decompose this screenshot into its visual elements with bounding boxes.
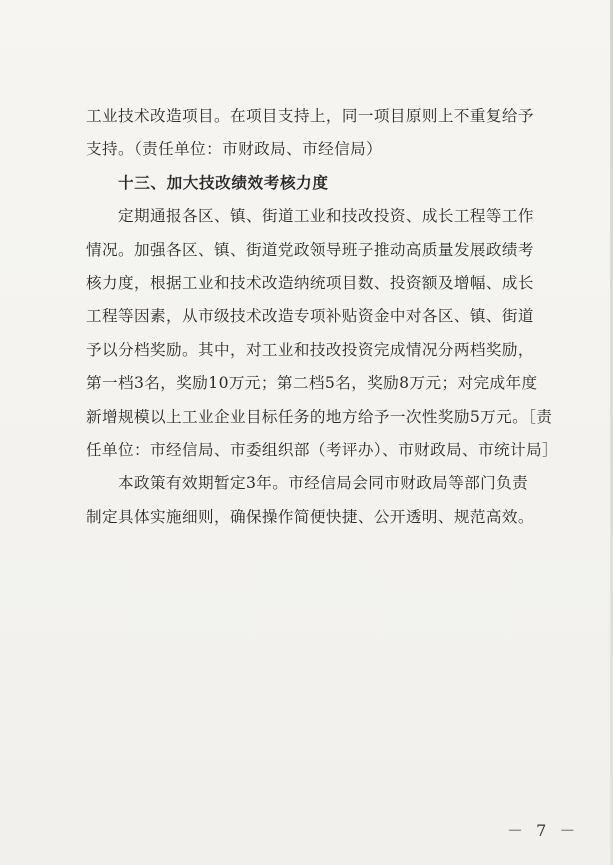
body-text xyxy=(86,100,559,534)
text-line-1: 工业技术改造项目。在项目支持上，同一项目原则上不重复给予 xyxy=(86,107,534,125)
text-line-6: 核力度，根据工业和技术改造纳统项目数、投资额及增幅、成长 xyxy=(86,273,534,292)
text-line-9: 第一档3名，奖励10万元；第二档5名，奖励8万元；对完成年度 xyxy=(86,374,538,393)
page-number: － 7 － xyxy=(507,821,580,840)
text-line-4: 定期通报各区、镇、街道工业和技改投资、成长工程等工作 xyxy=(118,207,534,226)
section-heading: 十三、加大技改绩效考核力度 xyxy=(118,173,329,192)
text-line-8: 予以分档奖励。其中，对工业和技改投资完成情况分两档奖励， xyxy=(86,340,534,359)
text-line-7: 工程等因素，从市级技术改造专项补贴资金中对各区、镇、街道 xyxy=(86,307,534,326)
text-line-11: 任单位：市经信局、市委组织部（考评办）、市财政局、市统计局］ xyxy=(86,440,559,459)
text-line-12: 本政策有效期暂定3年。市经信局会同市财政局等部门负责 xyxy=(118,474,529,493)
text-line-2: 支持。（责任单位：市财政局、市经信局） xyxy=(86,140,383,159)
text-line-13: 制定具体实施细则，确保操作简便快捷、公开透明、规范高效。 xyxy=(86,507,534,526)
text-line-5: 情况。加强各区、镇、街道党政领导班子推动高质量发展政绩考 xyxy=(86,240,534,259)
text-line-10: 新增规模以上工业企业目标任务的地方给予一次性奖励5万元。［责 xyxy=(86,407,553,426)
